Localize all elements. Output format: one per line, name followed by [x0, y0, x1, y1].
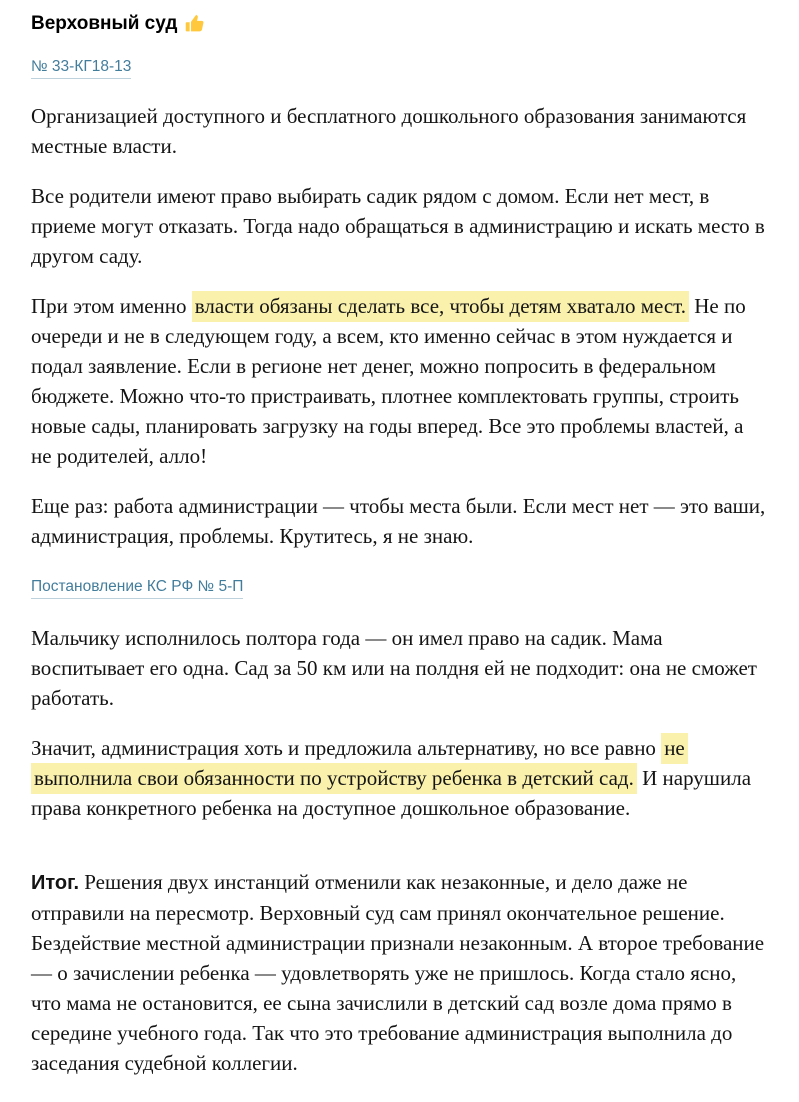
paragraph-verdict: [31, 867, 766, 1078]
paragraph-administration-failure: [31, 733, 766, 823]
ruling-link[interactable]: Постановление КС РФ № 5-П: [31, 578, 243, 599]
text-segment: Решения двух инстанций отменили как незаконные, и дело даже не отправили на пересмотр. Верховный суд сам принял окончательное решение. Бездействие местной администрации признали незаконным. А второе требование — о зачислении ребенка — удовлетворять уже не пришлось. Когда стало ясно, что мама не остановится, ее сына зачислили в детский сад возле дома прямо в середине учебного года. Так что это требование администрация выполнила до заседания судебной коллегии.: [31, 869, 765, 1075]
thumbs-up-icon: [184, 13, 205, 34]
summary-label: Итог.: [31, 871, 80, 894]
article-title-text: Верховный суд: [31, 13, 178, 34]
paragraph-once-more: Еще раз: работа администрации — чтобы места были. Если мест нет — это ваши, администрация, проблемы. Крутитесь, я не знаю.: [31, 494, 766, 549]
case-link-row: [31, 57, 766, 76]
paragraph-authorities-duty: [31, 291, 766, 471]
highlighted-text: власти обязаны сделать все, чтобы детям хватало мест.: [192, 291, 689, 322]
text-segment: При этом именно: [31, 294, 192, 319]
case-number-link[interactable]: № 33-КГ18-13: [31, 58, 131, 79]
paragraph-education-organizers: Организацией доступного и бесплатного дошкольного образования занимаются местные власти.: [31, 104, 747, 159]
highlighted-text: не выполнила свои обязанности по устройству ребенка в детский сад.: [31, 733, 688, 794]
paragraph-parents-rights: Все родители имеют право выбирать садик рядом с домом. Если нет мест, в приеме могут отказать. Тогда надо обращаться в администрацию и искать место в другом саду.: [31, 184, 765, 269]
text-segment: Не по очереди и не в следующем году, а всем, кто именно сейчас в этом нуждается и подал заявление. Если в регионе нет денег, можно попросить в федеральном бюджете. Можно что-то пристраивать, плотнее комплектовать группы, строить новые сады, планировать загрузку на годы вперед. Все это проблемы властей, а не родителей, алло!: [31, 294, 746, 469]
paragraph-boy-case: Мальчику исполнилось полтора года — он имел право на садик. Мама воспитывает его одна. Сад за 50 км или на полдня ей не подходит: она не сможет работать.: [31, 625, 757, 710]
article-title: [31, 12, 766, 36]
text-segment: И нарушила права конкретного ребенка на доступное дошкольное образование.: [31, 765, 752, 820]
ruling-link-row: [31, 577, 766, 596]
text-segment: Значит, администрация хоть и предложила альтернативу, но все равно: [31, 735, 662, 760]
